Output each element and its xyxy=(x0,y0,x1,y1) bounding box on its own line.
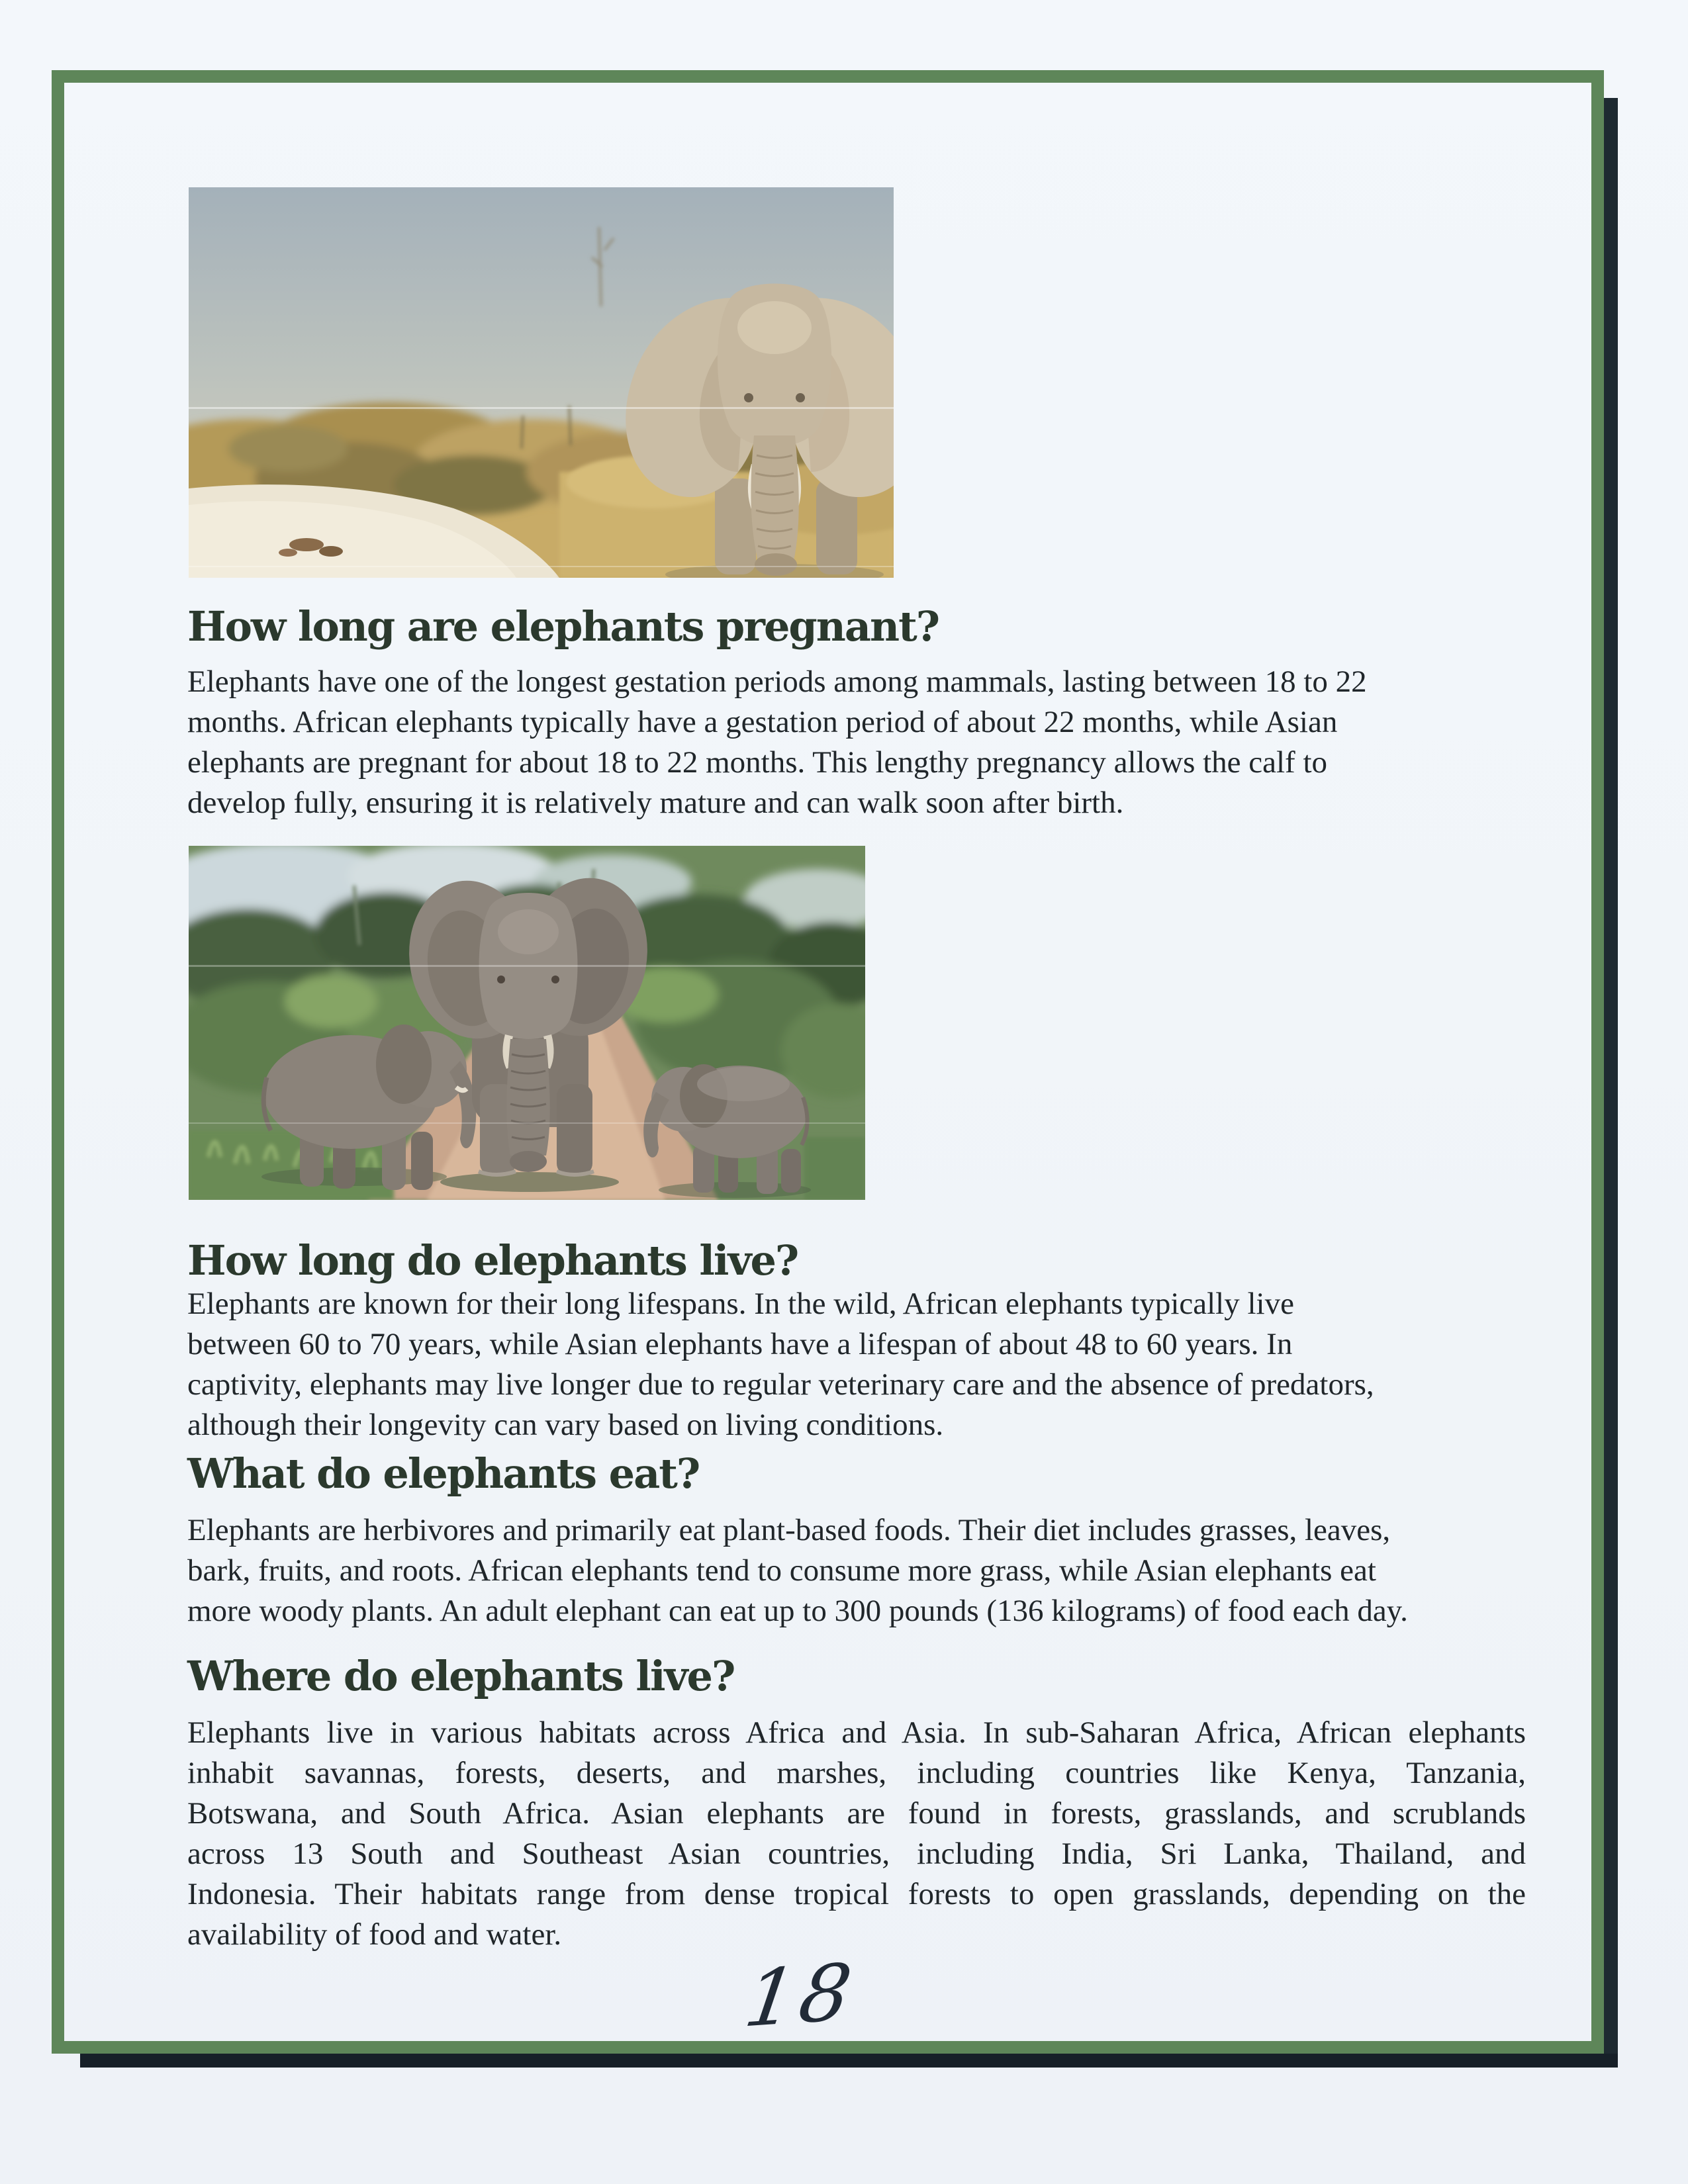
section-paragraph-habitat xyxy=(187,1713,1526,1955)
paragraph-line: between 60 to 70 years, while Asian elephants have a lifespan of about 48 to 60 years. In xyxy=(187,1327,1293,1361)
paragraph-line: Elephants are known for their long lifespans. In the wild, African elephants typically live xyxy=(187,1287,1294,1321)
paragraph-line: develop fully, ensuring it is relatively mature and can walk soon after birth. xyxy=(187,786,1124,820)
paragraph-line: across 13 South and Southeast Asian countries, including India, Sri Lanka, Thailand, and xyxy=(187,1837,1526,1871)
paragraph-line: captivity, elephants may live longer due to regular veterinary care and the absence of predators, xyxy=(187,1367,1374,1402)
savanna-elephant-illustration xyxy=(189,187,894,578)
section-heading-lifespan: How long do elephants live? xyxy=(187,1236,798,1285)
section-paragraph-lifespan xyxy=(187,1284,1526,1445)
section-heading-diet: What do elephants eat? xyxy=(187,1449,700,1498)
paragraph-line: Indonesia. Their habitats range from dense tropical forests to open grasslands, depending on the xyxy=(187,1877,1526,1911)
paragraph-line: availability of food and water. xyxy=(187,1917,562,1952)
section-paragraph-diet xyxy=(187,1510,1526,1631)
paragraph-line: inhabit savannas, forests, deserts, and marshes, including countries like Kenya, Tanzania, xyxy=(187,1756,1526,1790)
paragraph-line: Elephants live in various habitats across Africa and Asia. In sub-Saharan Africa, African elephants xyxy=(187,1715,1526,1750)
handwritten-page-number: 18 xyxy=(739,1946,861,2045)
elephant-family-photo xyxy=(189,846,865,1200)
paragraph-line: Elephants have one of the longest gestation periods among mammals, lasting between 18 to 22 xyxy=(187,664,1367,699)
paragraph-line: bark, fruits, and roots. African elephants tend to consume more grass, while Asian elephants eat xyxy=(187,1553,1376,1588)
paragraph-line: more woody plants. An adult elephant can eat up to 300 pounds (136 kilograms) of food each day. xyxy=(187,1594,1408,1628)
frame-shadow-bottom xyxy=(80,2054,1618,2068)
paragraph-line: months. African elephants typically have a gestation period of about 22 months, while Asian xyxy=(187,705,1338,739)
section-heading-pregnancy: How long are elephants pregnant? xyxy=(187,602,939,651)
paragraph-line: Botswana, and South Africa. Asian elephants are found in forests, grasslands, and scrublands xyxy=(187,1796,1526,1831)
section-heading-habitat: Where do elephants live? xyxy=(187,1652,735,1700)
frame-shadow-right xyxy=(1604,98,1618,2068)
elephant-family-illustration xyxy=(189,846,865,1200)
paragraph-line: Elephants are herbivores and primarily eat plant-based foods. Their diet includes grasses, leaves, xyxy=(187,1513,1391,1547)
section-paragraph-pregnancy xyxy=(187,662,1526,823)
paragraph-line: elephants are pregnant for about 18 to 22 months. This lengthy pregnancy allows the calf to xyxy=(187,745,1328,780)
savanna-elephant-photo xyxy=(189,187,894,578)
paragraph-line: although their longevity can vary based on living conditions. xyxy=(187,1408,944,1442)
